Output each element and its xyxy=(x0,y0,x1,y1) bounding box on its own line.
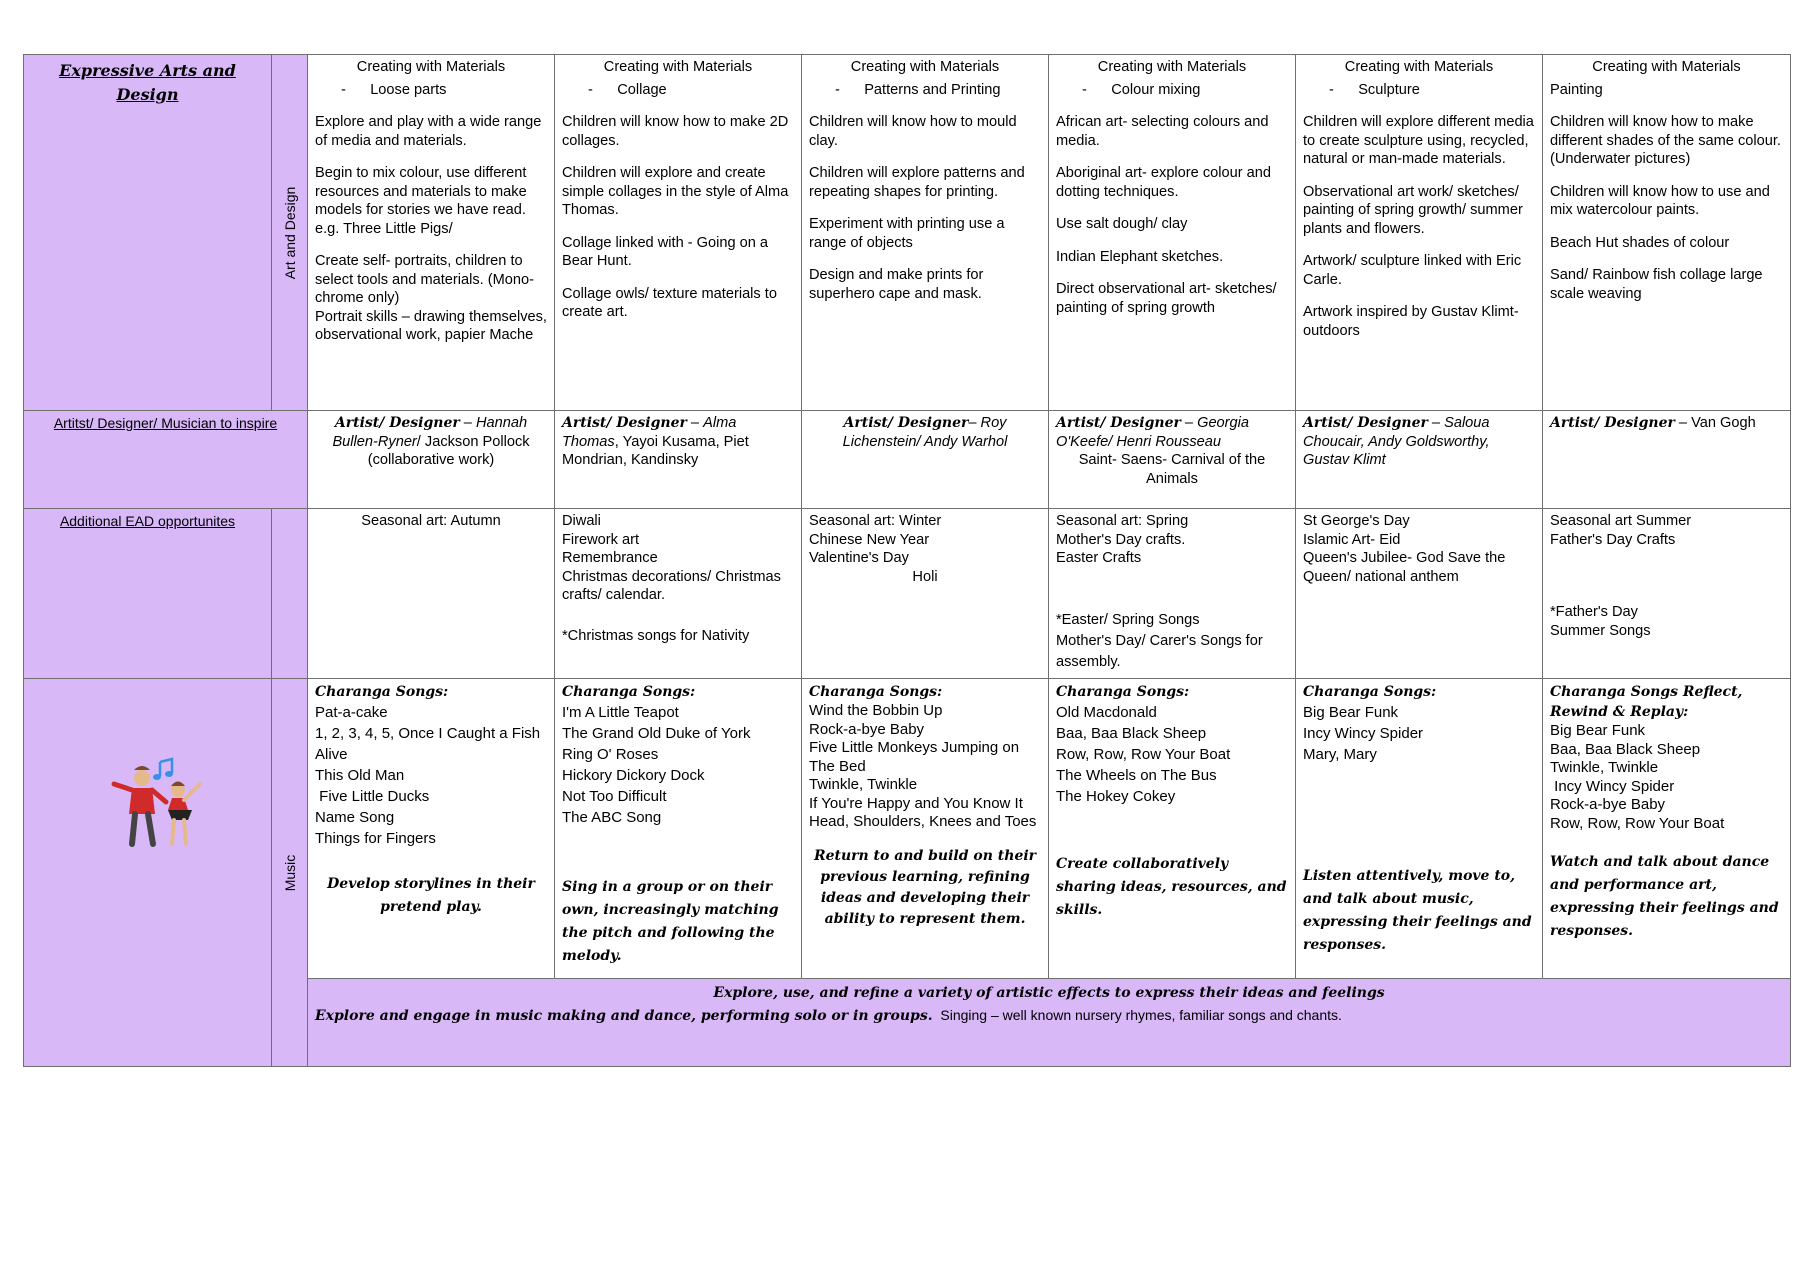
child-right xyxy=(168,782,200,845)
song-item: Pat-a-cake xyxy=(315,704,388,721)
music-cell xyxy=(308,679,555,979)
additional-extra: *Christmas songs for Nativity xyxy=(562,627,750,644)
artist-row-label-cell xyxy=(24,411,308,509)
paragraph: Begin to mix colour, use different resources and materials to make models for stories we have read. e.g. Three Little Pigs/ xyxy=(315,165,527,237)
song-item: Ring O' Roses xyxy=(562,746,659,763)
additional-cell xyxy=(555,509,802,679)
song-item: I'm A Little Teapot xyxy=(562,704,679,721)
song-item: Wind the Bobbin Up xyxy=(809,702,943,719)
additional-text: Seasonal art Summer Father's Day Crafts xyxy=(1550,513,1692,548)
section-title: Expressive Arts and Design xyxy=(59,61,236,104)
paragraph: Experiment with printing use a range of objects xyxy=(809,216,1005,251)
paragraph: Children will explore and create simple collages in the style of Alma Thomas. xyxy=(562,165,789,218)
paragraph: Use salt dough/ clay xyxy=(1056,216,1188,232)
additional-extra: *Easter/ Spring Songs Mother's Day/ Carer's Songs for assembly. xyxy=(1056,611,1263,670)
song-item: The Hokey Cokey xyxy=(1056,788,1176,805)
song-item: The Grand Old Duke of York xyxy=(562,725,751,742)
songs-heading: Charanga Songs: xyxy=(1056,684,1190,700)
additional-text: Diwali Firework art Remembrance Christmas decorations/ Christmas crafts/ calendar. xyxy=(562,513,781,603)
additional-cell xyxy=(1049,509,1296,679)
artist-note: Saint- Saens- Carnival of the Animals xyxy=(1078,452,1266,487)
column-subheading: - Patterns and Printing xyxy=(835,81,1001,98)
learning-goal: Create collaboratively sharing ideas, resources, and skills. xyxy=(1056,856,1287,918)
song-item: Rock-a-bye Baby xyxy=(809,720,925,738)
footer-goal-music: Explore and engage in music making and dance, performing solo or in groups. Singing – well known nursery rhymes, familiar songs and chants. xyxy=(315,1007,1342,1024)
paragraph: Collage owls/ texture materials to create art. xyxy=(562,285,777,320)
songs-heading: Charanga Songs: xyxy=(809,684,943,700)
paragraph: Explore and play with a wide range of media and materials. xyxy=(315,114,542,149)
song-item: The Wheels on The Bus xyxy=(1056,767,1217,784)
artist-row-label: Artitst/ Designer/ Musician to inspire xyxy=(53,415,278,431)
paragraph: African art- selecting colours and media. xyxy=(1056,114,1269,149)
art-cell xyxy=(1296,55,1543,411)
songs-heading: Charanga Songs: xyxy=(315,684,449,700)
column-heading: Creating with Materials xyxy=(603,59,753,75)
song-item: Twinkle, Twinkle xyxy=(809,776,918,793)
additional-cell xyxy=(802,509,1049,679)
additional-text: Seasonal art: Spring Mother's Day crafts. Easter Crafts xyxy=(1056,513,1189,566)
learning-goal: Listen attentively, move to, and talk about music, expressing their feelings and responses. xyxy=(1303,868,1532,953)
song-item: Things for Fingers xyxy=(315,830,436,847)
artist-cell: Artist/ Designer – Hannah Bullen-Ryner/ Jackson Pollock (collaborative work) xyxy=(308,411,555,509)
paragraph: Indian Elephant sketches. xyxy=(1056,248,1224,265)
song-item: Big Bear Funk xyxy=(1303,704,1399,721)
paragraph: Children will know how to use and mix watercolour paints. xyxy=(1550,183,1770,218)
column-heading: Creating with Materials xyxy=(850,59,1000,75)
additional-extra: Holi xyxy=(912,568,938,585)
song-item: Not Too Difficult xyxy=(562,788,667,805)
artist-cell: Artist/ Designer– Roy Lichenstein/ Andy Warhol xyxy=(802,411,1049,509)
song-item: Five Little Monkeys Jumping on The Bed xyxy=(809,739,1020,775)
music-row xyxy=(24,679,1791,979)
song-item: Row, Row, Row Your Boat xyxy=(1550,814,1725,832)
song-item: Row, Row, Row Your Boat xyxy=(1056,746,1231,763)
column-heading: Creating with Materials xyxy=(356,59,506,75)
song-item: Rock-a-bye Baby xyxy=(1550,796,1666,813)
paragraph: Children will know how to make 2D collages. xyxy=(562,114,789,149)
music-cell xyxy=(1049,679,1296,979)
paragraph: Design and make prints for superhero cape and mask. xyxy=(809,267,984,302)
paragraph: Create self- portraits, children to select tools and materials. (Mono-chrome only) Portrait skills – drawing themselves, observational work, papier Mache xyxy=(315,253,547,343)
column-heading: Creating with Materials xyxy=(1097,59,1247,75)
column-subheading: - Colour mixing xyxy=(1082,81,1201,98)
ead-table xyxy=(23,54,1791,1067)
music-cell xyxy=(1296,679,1543,979)
column-heading: Creating with Materials xyxy=(1592,59,1741,75)
art-cell xyxy=(308,55,555,411)
art-cell xyxy=(555,55,802,411)
song-item: Baa, Baa Black Sheep xyxy=(1056,725,1207,742)
song-item: Head, Shoulders, Knees and Toes xyxy=(809,813,1037,830)
paragraph: Children will explore different media to create sculpture using, recycled, natural or man-made materials. xyxy=(1303,114,1534,167)
section-title-cell xyxy=(24,55,272,411)
learning-goal: Return to and build on their previous learning, refining ideas and developing their ability to represent them. xyxy=(813,847,1037,927)
paragraph: Artwork inspired by Gustav Klimt- outdoors xyxy=(1303,304,1519,339)
art-cell xyxy=(1543,55,1791,411)
song-item: 1, 2, 3, 4, 5, Once I Caught a Fish Alive xyxy=(315,725,541,763)
learning-goal: Watch and talk about dance and performance art, expressing their feelings and responses. xyxy=(1550,854,1779,939)
additional-text: St George's Day Islamic Art- Eid Queen's Jubilee- God Save the Queen/ national anthem xyxy=(1303,513,1506,585)
artist-cell: Artist/ Designer – Alma Thomas, Yayoi Kusama, Piet Mondrian, Kandinsky xyxy=(555,411,802,509)
paragraph: Children will know how to make different shades of the same colour. (Underwater pictures) xyxy=(1550,114,1781,167)
paragraph: Collage linked with - Going on a Bear Hunt. xyxy=(562,234,769,269)
learning-goal: Sing in a group or on their own, increasingly matching the pitch and following the melody. xyxy=(562,879,779,964)
music-cell xyxy=(1543,679,1791,979)
art-design-row xyxy=(24,55,1791,411)
curriculum-sheet xyxy=(23,54,1790,1068)
song-item: Mary, Mary xyxy=(1303,746,1377,763)
art-cell xyxy=(802,55,1049,411)
song-item: The ABC Song xyxy=(562,809,662,826)
song-item: This Old Man xyxy=(315,767,405,784)
artist-cell: Artist/ Designer – Saloua Choucair, Andy Goldsworthy, Gustav Klimt xyxy=(1296,411,1543,509)
art-cell xyxy=(1049,55,1296,411)
artist-cell: Artist/ Designer – Georgia O'Keefe/ Henri Rousseau Saint- Saens- Carnival of the Animals xyxy=(1049,411,1296,509)
song-item: Hickory Dickory Dock xyxy=(562,767,705,784)
side-label-music xyxy=(272,679,308,1067)
music-image-cell xyxy=(24,679,272,1067)
column-subheading: Painting xyxy=(1550,81,1603,98)
additional-extra: *Father's Day Summer Songs xyxy=(1550,604,1651,639)
additional-cell xyxy=(1543,509,1791,679)
footer-goal-art: Explore, use, and refine a variety of artistic effects to express their ideas and feelings xyxy=(713,985,1385,1001)
dancing-children-icon xyxy=(104,754,214,864)
song-item: Five Little Ducks xyxy=(315,788,430,805)
side-label-art xyxy=(272,55,308,411)
column-heading: Creating with Materials xyxy=(1344,59,1494,75)
song-item: Old Macdonald xyxy=(1056,704,1157,721)
song-item: Incy Wincy Spider xyxy=(1550,777,1675,795)
paragraph: Direct observational art- sketches/ painting of spring growth xyxy=(1056,281,1277,316)
music-cell xyxy=(802,679,1049,979)
music-cell xyxy=(555,679,802,979)
column-subheading: - Sculpture xyxy=(1329,81,1420,98)
song-item: Twinkle, Twinkle xyxy=(1550,759,1659,776)
songs-heading: Charanga Songs Reflect, Rewind & Replay: xyxy=(1550,684,1743,720)
additional-cell xyxy=(308,509,555,679)
additional-row-label: Additional EAD opportunites xyxy=(59,513,236,529)
side-label-music-text: Music xyxy=(281,854,298,891)
column-subheading: - Loose parts xyxy=(341,81,447,98)
songs-heading: Charanga Songs: xyxy=(562,684,696,700)
songs-heading: Charanga Songs: xyxy=(1303,684,1437,700)
learning-goal: Develop storylines in their pretend play. xyxy=(327,876,535,915)
additional-side xyxy=(272,509,308,679)
paragraph: Sand/ Rainbow fish collage large scale weaving xyxy=(1550,267,1763,302)
artist-cell: Artist/ Designer – Van Gogh xyxy=(1543,411,1791,509)
song-item: Incy Wincy Spider xyxy=(1303,725,1424,742)
additional-row-label-cell xyxy=(24,509,272,679)
paragraph: Aboriginal art- explore colour and dotting techniques. xyxy=(1056,165,1271,200)
side-label-art-text: Art and Design xyxy=(281,186,298,279)
music-note-icon xyxy=(153,759,173,780)
song-item: Big Bear Funk xyxy=(1550,722,1646,739)
additional-text: Seasonal art: Autumn xyxy=(361,513,501,529)
song-item: If You're Happy and You Know It xyxy=(809,794,1023,812)
paragraph: Children will know how to mould clay. xyxy=(809,114,1017,149)
additional-text: Seasonal art: Winter Chinese New Year Valentine's Day xyxy=(809,513,942,566)
paragraph: Artwork/ sculpture linked with Eric Carle. xyxy=(1303,253,1522,288)
artist-row xyxy=(24,411,1791,509)
paragraph: Beach Hut shades of colour xyxy=(1550,234,1730,251)
paragraph: Children will explore patterns and repeating shapes for printing. xyxy=(809,165,1025,200)
additional-row xyxy=(24,509,1791,679)
song-item: Baa, Baa Black Sheep xyxy=(1550,740,1701,758)
music-footer-cell xyxy=(308,979,1791,1067)
additional-cell xyxy=(1296,509,1543,679)
column-subheading: - Collage xyxy=(588,81,667,98)
paragraph: Observational art work/ sketches/ painting of spring growth/ summer plants and flowers. xyxy=(1303,183,1523,237)
song-item: Name Song xyxy=(315,809,395,826)
